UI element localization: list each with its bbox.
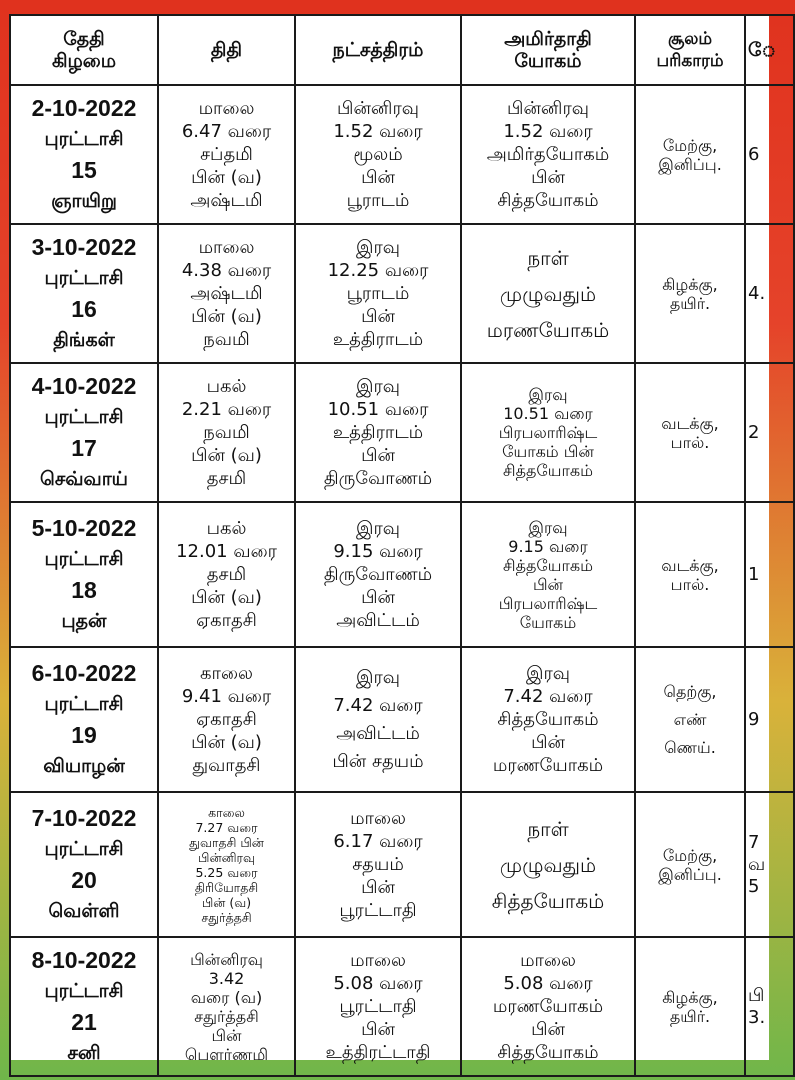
thithi-line: பின் (வ) <box>191 732 262 753</box>
header-date <box>10 15 158 85</box>
soolam-line: எண் <box>673 709 707 729</box>
table-row <box>10 224 794 363</box>
next-line: 7 <box>748 831 760 853</box>
star-line: பின் <box>361 1019 395 1040</box>
star-line: பின் <box>361 306 395 327</box>
star-line: பூரட்டாதி <box>339 996 417 1017</box>
next-cell <box>745 502 794 647</box>
yogam-line: சித்தயோகம் <box>503 461 593 480</box>
star-line: 1.52 வரை <box>333 121 423 142</box>
yogam-cell <box>461 647 635 792</box>
thithi-line: பௌர்ணமி <box>184 1044 269 1064</box>
soolam-line: வடக்கு, <box>661 555 719 575</box>
yogam-line: 9.15 வரை <box>508 536 588 556</box>
thithi-line: பின் (வ) <box>191 306 262 327</box>
yogam-line: மரணயோகம் <box>492 755 604 776</box>
yogam-cell <box>461 502 635 647</box>
yogam-line: பின் <box>531 732 565 753</box>
star-line: 10.51 வரை <box>327 399 429 420</box>
soolam-cell <box>635 792 745 937</box>
day-text: 15 <box>71 156 97 183</box>
next-line: 4. <box>748 282 766 304</box>
star-line: இரவு <box>355 666 401 688</box>
star-line: இரவு <box>355 376 401 397</box>
day-text: 16 <box>71 295 97 322</box>
date-text: 8-10-2022 <box>31 946 137 973</box>
star-line: பூராடம் <box>346 190 410 211</box>
soolam-line: பால். <box>670 432 710 452</box>
header-soolam-line: பரிகாரம் <box>656 51 724 71</box>
star-line: பின் சதயம் <box>332 750 424 772</box>
star-line: 9.15 வரை <box>333 541 423 562</box>
star-cell <box>295 502 461 647</box>
thithi-line: வரை (வ) <box>190 987 263 1007</box>
thithi-line: அஷ்டமி <box>190 190 263 211</box>
next-cell <box>745 224 794 363</box>
next-line: 1 <box>748 563 760 585</box>
day-text: 19 <box>71 721 97 748</box>
yogam-cell <box>461 792 635 937</box>
yogam-line: மரணயோகம் <box>486 317 610 342</box>
thithi-line: பின் (வ) <box>201 894 252 910</box>
header-yogam <box>461 15 635 85</box>
star-line: மாலை <box>350 808 406 829</box>
thithi-line: திரியோதசி <box>194 879 259 895</box>
star-line: பின் <box>361 445 395 466</box>
yogam-line: சித்தயோகம் <box>491 888 605 913</box>
weekday-text: சனி <box>67 1041 101 1064</box>
day-text: 21 <box>71 1008 97 1035</box>
table-row <box>10 363 794 502</box>
soolam-line: கிழக்கு, <box>662 274 718 294</box>
thithi-line: 4.38 வரை <box>181 260 272 281</box>
yogam-line: யோகம் <box>519 612 577 632</box>
date-text: 4-10-2022 <box>31 372 137 399</box>
next-line: 9 <box>748 708 760 730</box>
header-star-line: நட்சத்திரம் <box>332 39 424 61</box>
yogam-line: சித்தயோகம் <box>497 709 599 730</box>
yogam-line: 5.08 வரை <box>503 973 593 994</box>
yogam-line: பிரபலாரிஷ்ட <box>498 423 598 442</box>
yogam-line: நாள் <box>527 816 569 841</box>
soolam-cell <box>635 937 745 1076</box>
next-line: 3. <box>748 1006 766 1028</box>
next-line: வ <box>748 853 766 875</box>
star-cell <box>295 792 461 937</box>
star-line: பூரட்டாதி <box>339 900 417 921</box>
soolam-line: தயிர். <box>669 1006 711 1026</box>
yogam-line: முழுவதும் <box>499 852 597 877</box>
day-text: 17 <box>71 434 97 461</box>
star-line: மூலம் <box>353 144 403 165</box>
date-text: 3-10-2022 <box>31 233 137 260</box>
table-row <box>10 502 794 647</box>
thithi-line: 3.42 <box>208 968 245 988</box>
thithi-cell <box>158 792 295 937</box>
header-row <box>10 15 794 85</box>
yogam-line: முழுவதும் <box>499 281 597 306</box>
header-yogam-line: யோகம் <box>514 50 582 72</box>
month-text: புரட்டாசி <box>44 692 124 715</box>
star-cell <box>295 647 461 792</box>
yogam-line: பிரபலாரிஷ்ட <box>498 593 598 613</box>
yogam-line: பின் <box>532 574 564 594</box>
header-date-line: கிழமை <box>51 50 117 72</box>
weekday-text: செவ்வாய் <box>40 467 128 490</box>
thithi-line: 12.01 வரை <box>176 541 277 562</box>
yogam-line: அமிர்தயோகம் <box>486 144 610 165</box>
header-yogam-line: அமிர்தாதி <box>504 28 592 50</box>
header-soolam-line: சூலம் <box>667 29 713 49</box>
thithi-line: நவமி <box>203 422 250 443</box>
header-soolam <box>635 15 745 85</box>
thithi-line: துவாதசி <box>192 755 261 776</box>
header-star <box>295 15 461 85</box>
month-text: புரட்டாசி <box>44 127 124 150</box>
thithi-line: பின் <box>211 1025 242 1045</box>
thithi-line: பின்னிரவு <box>198 849 255 865</box>
next-cell <box>745 792 794 937</box>
header-thithi <box>158 15 295 85</box>
date-cell <box>10 502 158 647</box>
thithi-line: பின் (வ) <box>191 167 262 188</box>
month-text: புரட்டாசி <box>44 547 124 570</box>
star-line: பின் <box>361 877 395 898</box>
thithi-line: 5.25 வரை <box>195 864 258 880</box>
thithi-cell <box>158 937 295 1076</box>
thithi-line: மாலை <box>198 98 255 119</box>
date-cell <box>10 85 158 224</box>
star-line: அவிட்டம் <box>336 610 420 631</box>
weekday-text: வெள்ளி <box>48 899 120 922</box>
month-text: புரட்டாசி <box>44 979 124 1002</box>
soolam-line: தயிர். <box>669 293 711 313</box>
soolam-line: தெற்கு, <box>663 681 717 701</box>
weekday-text: திங்கள் <box>53 328 115 351</box>
table-row <box>10 937 794 1076</box>
date-text: 2-10-2022 <box>31 94 137 121</box>
yogam-cell <box>461 937 635 1076</box>
table-row <box>10 647 794 792</box>
header-next <box>745 15 794 85</box>
thithi-line: தசமி <box>206 564 247 585</box>
star-line: அவிட்டம் <box>336 722 420 744</box>
star-cell <box>295 363 461 502</box>
header-next-line: ே <box>748 39 776 61</box>
yogam-line: 1.52 வரை <box>503 121 593 142</box>
thithi-line: காலை <box>200 663 253 684</box>
star-line: மாலை <box>350 950 406 971</box>
next-cell <box>745 937 794 1076</box>
yogam-line: சித்தயோகம் <box>497 190 599 211</box>
star-cell <box>295 224 461 363</box>
yogam-cell <box>461 224 635 363</box>
header-date-line: தேதி <box>63 28 105 50</box>
soolam-line: இனிப்பு. <box>658 864 722 884</box>
yogam-cell <box>461 85 635 224</box>
thithi-line: 2.21 வரை <box>181 399 272 420</box>
star-line: பின் <box>361 587 395 608</box>
panchangam-table <box>9 14 795 1077</box>
yogam-line: பின் <box>531 1019 565 1040</box>
soolam-line: இனிப்பு. <box>658 154 722 174</box>
star-line: பின்னிரவு <box>337 98 419 119</box>
thithi-line: பின்னிரவு <box>190 949 263 969</box>
day-text: 18 <box>71 576 97 603</box>
yogam-line: பின்னிரவு <box>507 98 589 119</box>
soolam-cell <box>635 85 745 224</box>
thithi-line: காலை <box>208 804 245 820</box>
yogam-line: இரவு <box>528 517 568 537</box>
star-line: பின் <box>361 167 395 188</box>
yogam-line: பின் <box>531 167 565 188</box>
soolam-cell <box>635 647 745 792</box>
thithi-cell <box>158 224 295 363</box>
date-cell <box>10 792 158 937</box>
thithi-line: 6.47 வரை <box>181 121 272 142</box>
date-text: 7-10-2022 <box>31 804 137 831</box>
next-cell <box>745 647 794 792</box>
month-text: புரட்டாசி <box>44 837 124 860</box>
star-line: உத்திராடம் <box>332 422 424 443</box>
yogam-line: யோகம் பின் <box>502 442 594 461</box>
star-line: உத்திரட்டாதி <box>325 1042 431 1063</box>
date-cell <box>10 224 158 363</box>
soolam-cell <box>635 224 745 363</box>
thithi-cell <box>158 85 295 224</box>
next-line: 5 <box>748 875 760 897</box>
star-line: இரவு <box>355 237 401 258</box>
month-text: புரட்டாசி <box>44 266 124 289</box>
thithi-line: அஷ்டமி <box>190 283 263 304</box>
date-cell <box>10 937 158 1076</box>
next-cell <box>745 85 794 224</box>
yogam-line: மாலை <box>520 950 576 971</box>
star-line: 12.25 வரை <box>327 260 429 281</box>
date-text: 5-10-2022 <box>31 514 137 541</box>
weekday-text: ஞாயிறு <box>51 189 117 212</box>
yogam-line: 7.42 வரை <box>503 686 593 707</box>
soolam-line: ணெய். <box>664 737 716 757</box>
star-line: பூராடம் <box>346 283 410 304</box>
weekday-text: புதன் <box>61 609 107 632</box>
soolam-cell <box>635 502 745 647</box>
thithi-line: சதுர்த்தசி <box>201 909 252 925</box>
thithi-line: 9.41 வரை <box>181 686 272 707</box>
star-line: திருவோணம் <box>323 564 433 585</box>
date-cell <box>10 647 158 792</box>
star-line: 5.08 வரை <box>333 973 423 994</box>
date-text: 6-10-2022 <box>31 659 137 686</box>
thithi-line: பகல் <box>206 518 247 539</box>
yogam-line: சித்தயோகம் <box>503 555 593 575</box>
star-cell <box>295 937 461 1076</box>
header-thithi-line: திதி <box>210 39 243 61</box>
thithi-line: மாலை <box>198 237 255 258</box>
thithi-line: பின் (வ) <box>191 445 262 466</box>
thithi-line: பின் (வ) <box>191 587 262 608</box>
star-line: 6.17 வரை <box>333 831 423 852</box>
yogam-line: மரணயோகம் <box>492 996 604 1017</box>
yogam-line: நாள் <box>527 245 569 270</box>
next-line: 2 <box>748 421 760 443</box>
weekday-text: வியாழன் <box>43 754 125 777</box>
soolam-line: மேற்கு, <box>662 845 718 865</box>
yogam-cell <box>461 363 635 502</box>
thithi-line: ஏகாதசி <box>196 709 257 730</box>
yogam-line: சித்தயோகம் <box>497 1042 599 1063</box>
yogam-line: இரவு <box>525 663 571 684</box>
star-line: இரவு <box>355 518 401 539</box>
soolam-cell <box>635 363 745 502</box>
panchangam-sheet <box>9 14 776 1064</box>
thithi-line: சதுர்த்தசி <box>194 1006 259 1026</box>
next-cell <box>745 363 794 502</box>
thithi-line: 7.27 வரை <box>195 819 258 835</box>
thithi-cell <box>158 502 295 647</box>
star-line: 7.42 வரை <box>333 694 423 716</box>
month-text: புரட்டாசி <box>44 405 124 428</box>
date-cell <box>10 363 158 502</box>
thithi-line: தசமி <box>206 468 247 489</box>
soolam-line: பால். <box>670 574 710 594</box>
table-row <box>10 792 794 937</box>
thithi-cell <box>158 647 295 792</box>
day-text: 20 <box>71 866 97 893</box>
star-line: உத்திராடம் <box>332 329 424 350</box>
soolam-line: மேற்கு, <box>662 135 718 155</box>
thithi-line: பகல் <box>206 376 247 397</box>
table-row <box>10 85 794 224</box>
thithi-line: சப்தமி <box>200 144 253 165</box>
thithi-line: துவாதசி பின் <box>189 834 264 850</box>
yogam-line: 10.51 வரை <box>503 404 593 423</box>
thithi-line: ஏகாதசி <box>196 610 257 631</box>
next-line: பி <box>748 984 765 1006</box>
thithi-cell <box>158 363 295 502</box>
thithi-line: நவமி <box>203 329 250 350</box>
star-line: சதயம் <box>352 854 404 875</box>
next-line: 6 <box>748 143 760 165</box>
soolam-line: கிழக்கு, <box>662 987 718 1007</box>
star-line: திருவோணம் <box>323 468 433 489</box>
star-cell <box>295 85 461 224</box>
yogam-line: இரவு <box>528 385 568 404</box>
soolam-line: வடக்கு, <box>661 413 719 433</box>
